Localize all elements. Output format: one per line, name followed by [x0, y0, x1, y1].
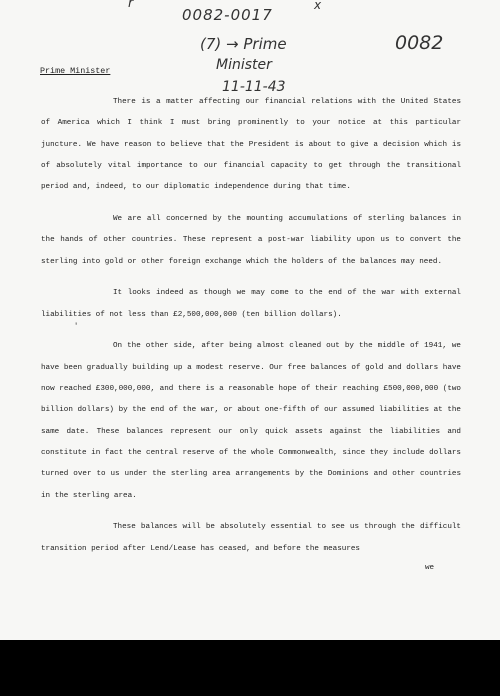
catchword: we — [425, 564, 435, 572]
handwritten-mark: x — [314, 0, 322, 12]
handwritten-file-reference: 0082-0017 — [182, 6, 273, 24]
handwritten-page-number: 0082 — [395, 32, 444, 54]
paragraph: We are all concerned by the mounting accumulations of sterling balances in the hands of other countries. These represent a post-war liability upon us to convert the sterling into gold or other foreign exchange which the holders of the balances may need. — [41, 214, 461, 266]
handwritten-date: 11-11-43 — [222, 79, 286, 95]
paragraph: It looks indeed as though we may come to the end of the war with external liabilities of not less than £2,500,000,000 (ten billion dollars). — [41, 289, 461, 319]
paragraph: There is a matter affecting our financial relations with the United States of America which I think I must bring prominently to your notice at this particular juncture. We have reason to believe that the President is about to give a decision which is of absolutely vital importance to our financial capacity to get through the transitional period and, indeed, to our diplomatic independence during that time. — [41, 98, 461, 192]
handwritten-routing-note: (7) → Prime — [200, 35, 287, 53]
salutation: Prime Minister — [40, 66, 111, 76]
margin-mark: ' — [74, 323, 79, 331]
paragraph: These balances will be absolutely essential to see us through the difficult transition period after Lend/Lease has ceased, and before the measures — [41, 523, 461, 553]
handwritten-routing-note: Minister — [216, 57, 272, 73]
letter-body — [41, 92, 461, 570]
paragraph: On the other side, after being almost cleaned out by the middle of 1941, we have been gradually building up a modest reserve. Our free balances of gold and dollars have now reached £300,000,000, and there is a reasonable hope of their reaching £500,000,000 (two billion dollars) by the end of the war, or about one-fifth of our assumed liabilities at the same date. These balances represent our only quick assets against the liabilities and constitute in fact the central reserve of the whole Commonwealth, since they include dollars turned over to us under the sterling area arrangements by the Dominions and other countries in the sterling area. — [41, 342, 461, 500]
handwritten-mark: r — [128, 0, 134, 11]
